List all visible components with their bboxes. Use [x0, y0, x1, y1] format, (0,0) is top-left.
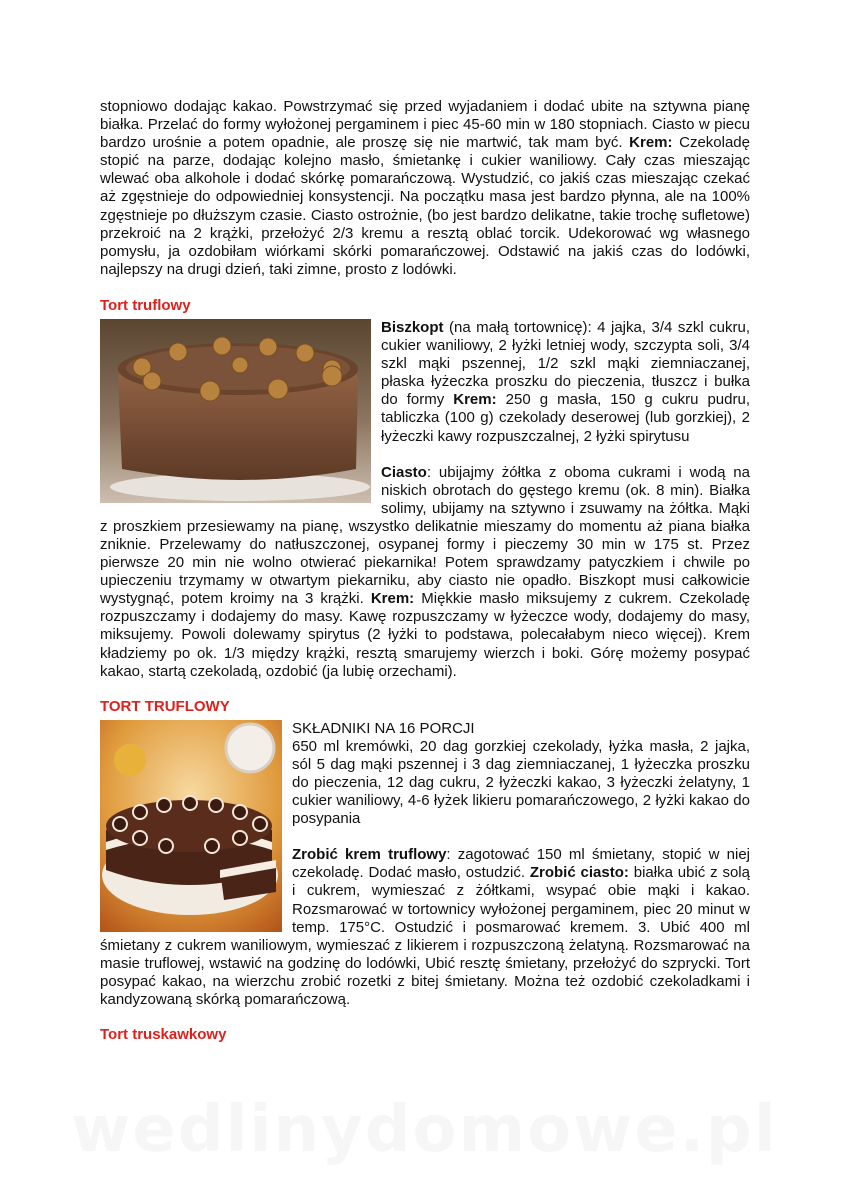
krem-ingredients: 250 g masła, 150 g cukru pudru, tabliczka (100 g) czekolady deserowej (lub gorzkiej), 2 łyżeczki kawy rozpuszczalnej, 2 łyżki spirytusu: [381, 391, 750, 445]
recipe2-ingredients-heading: SKŁADNIKI NA 16 PORCJI: [292, 719, 475, 737]
ciasto-method: : ubijajmy żółtka z oboma cukrami i wodą na niskich obrotach do gęstego kremu (ok. 8 min). Białka solimy, ubijamy na sztywno i zsuwamy na żółtka. Mąki z proszkiem przesiewamy na pianę, wszystko delikatnie mieszamy do momentu aż piana białka zniknie. Przelewamy do natłuszczonej, osypanej formy i pieczemy 30 min w 175 st. Przez pierwsze 20 min nie wolno otwierać piekarnika! Potem sprawdzamy patyczkiem i chwile po upieczeniu trzymamy w otwartym piekarniku, aby ciasto nie opadło. Biszkopt musi całkowicie wystygnąć, potem kroimy na 3 krążki.: [100, 463, 750, 608]
zrobic-ciasto-text: białka ubić z solą i cukrem, wymieszać z żółtkami, wsypać obie mąki i kakao. Rozsmarować w tortownicy wyłożonej pergaminem, piec 20 minut w temp. 175°C. Ostudzić i posmarować kremem. 3. Ubić 400 ml śmietany z cukrem waniliowym, wymieszać z likierem i rozpuszczoną żelatyną. Rozsmarować na masie truflowej, wstawić na godzinę do lodówki, Ubić resztę śmietany, przełożyć do szprycki. Tort posypać kakao, na wierzchu zrobić rozetki z bitej śmietany. Można też ozdobić czekoladkami i kandyzowaną skórką pomarańczową.: [100, 864, 750, 1009]
recipe1-title: Tort truflowy: [100, 296, 191, 314]
krem-truflowy-text: : zagotować 150 ml śmietany, stopić w niej czekoladę. Dodać masło, ostudzić.: [292, 846, 750, 882]
ciasto-label: Ciasto: [381, 463, 427, 481]
biszkopt-label: Biszkopt: [381, 318, 444, 336]
intro-krem-label: Krem:: [629, 134, 673, 152]
truffle-cake-photo-1: [100, 319, 371, 503]
zrobic-ciasto-label: Zrobić ciasto:: [529, 864, 629, 882]
truffle-cake-photo-2: [100, 720, 282, 932]
krem-method-label: Krem:: [370, 590, 415, 608]
intro-paragraph: [100, 98, 750, 279]
watermark: [0, 1093, 849, 1167]
document-page: [100, 98, 750, 1044]
recipe3-title: Tort truskawkowy: [100, 1026, 227, 1044]
krem-label: Krem:: [453, 391, 497, 409]
intro-text-2: Czekoladę stopić na parze, dodając kolejno masło, śmietankę i cukier waniliowy. Cały czas mieszając wlewać oba alkohole i dodać skórkę pomarańczową. Wystudzić, co jakiś czas mieszając czekać aż zgęstnieje do odpowiedniej konsystencji. Na początku masa jest bardzo płynna, ale na 100% zgęstnieje po dłuższym czasie. Ciasto ostrożnie, (bo jest bardzo delikatne, takie trochę sufletowe) przekroić na 2 krążki, przełożyć 2/3 kremu a resztą oblać torcik. Udekorować wg własnego pomysłu, ja ozdobiłam wiórkami skórki pomarańczowej. Odstawić na jakiś czas do lodówki, najlepszy na drugi dzień, taki zimne, prosto z lodówki.: [100, 134, 750, 278]
recipe2-ingredients: 650 ml kremówki, 20 dag gorzkiej czekolady, łyżka masła, 2 jajka, sól 5 dag mąki pszennej i 3 dag ziemniaczanej, 1 łyżeczka proszku do pieczenia, 12 dag cukru, 2 łyżeczki kakao, 3 łyżeczki żelatyny, 1 cukier waniliowy, 4-6 łyżek likieru pomarańczowego, 2 łyżki kakao do posypania: [292, 737, 750, 828]
krem-method: Miękkie masło miksujemy z cukrem. Czekoladę rozpuszczamy i dodajemy do masy. Kawę rozpuszczamy w łyżeczce wody, dodajemy do masy, miksujemy. Powoli dolewamy spirytus (2 łyżki to podstawa, polecałabym nieco więcej). Krem kładziemy po ok. 1/3 między krążki, resztą smarujemy wierzch i boki. Górę możemy posypać kakao, startą czekoladą, ozdobić (ja lubię orzechami).: [100, 590, 751, 680]
recipe2-title: TORT TRUFLOWY: [100, 697, 230, 715]
krem-truflowy-label: Zrobić krem truflowy: [292, 846, 447, 864]
biszkopt-ingredients: (na małą tortownicę): 4 jajka, 3/4 szkl cukru, cukier waniliowy, 2 łyżki letniej wody, szczypta soli, 3/4 szkl mąki pszennej, 1/2 szkl mąki ziemniaczanej, płaska łyżeczka proszku do pieczenia, tłuszcz i bułka do formy: [381, 318, 750, 409]
intro-text-1: stopniowo dodając kakao. Powstrzymać się przed wyjadaniem i dodać ubite na sztywna pianę białka. Przelać do formy wyłożonej pergaminem i piec 45-60 min w 180 stopniach. Ciasto w piecu bardzo urośnie a potem opadnie, ale proszę się nie martwić, tak mam być.: [100, 98, 750, 152]
